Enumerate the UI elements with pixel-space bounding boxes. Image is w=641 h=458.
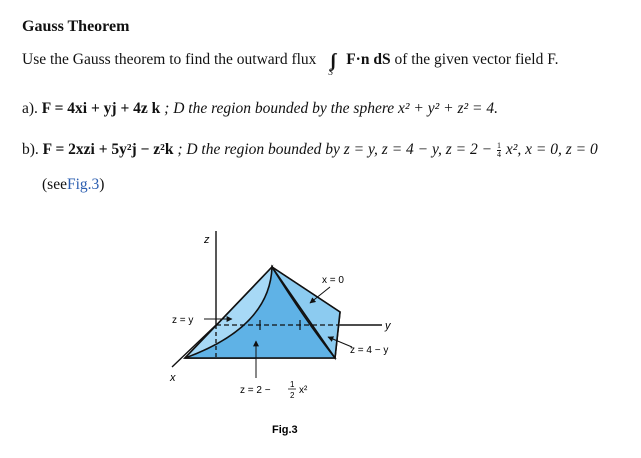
label-x-equals-0: x = 0: [322, 275, 344, 286]
label-parabola: [240, 385, 271, 396]
parabola-frac-num: 1: [290, 380, 295, 389]
parabola-post: x²: [299, 385, 308, 396]
see-prefix: (see: [42, 176, 67, 193]
figure-link[interactable]: Fig.3: [66, 176, 100, 193]
integral-subscript: S: [328, 67, 333, 77]
part-b-label: b).: [22, 141, 39, 158]
intro-line: [22, 50, 559, 77]
part-a-field: F = 4xi + yj + 4z k: [41, 100, 161, 117]
part-b: [22, 141, 598, 159]
parabola-pre: z = 2 −: [240, 385, 271, 396]
axis-z-label: z: [204, 234, 210, 246]
part-b-field: F = 2xzi + 5y²j − z²k: [42, 141, 174, 158]
part-a-region: ; D the region bounded by the sphere x² + y² + z² = 4.: [164, 100, 499, 117]
label-z-equals-y: z = y: [172, 315, 194, 326]
figure-caption: Fig.3: [272, 424, 298, 436]
page-title: Gauss Theorem: [22, 18, 130, 35]
part-a-label: a).: [22, 100, 38, 117]
surface-integral: [320, 50, 342, 77]
intro-text-before: Use the Gauss theorem to find the outward flux: [22, 51, 317, 69]
label-z-equals-4-minus-y: z = 4 − y: [350, 345, 389, 356]
axis-y-label: y: [385, 320, 391, 332]
region-figure: [160, 215, 420, 447]
part-a: [22, 100, 498, 118]
part-b-fraction: [497, 142, 501, 159]
see-suffix: ): [99, 176, 105, 193]
fraction-numerator: 1: [496, 140, 501, 150]
part-b-region-end: x², x = 0, z = 0: [505, 141, 598, 158]
figure-reference: [42, 176, 104, 194]
intro-text-after: of the given vector field F.: [394, 51, 559, 69]
part-b-region: ; D the region bounded by z = y, z = 4 − y, z = 2 −: [177, 141, 493, 158]
integrand: F·n dS: [346, 51, 391, 69]
parabola-frac-den: 2: [290, 391, 295, 400]
fraction-denominator: 4: [496, 149, 501, 159]
axis-x-label: x: [170, 372, 176, 384]
